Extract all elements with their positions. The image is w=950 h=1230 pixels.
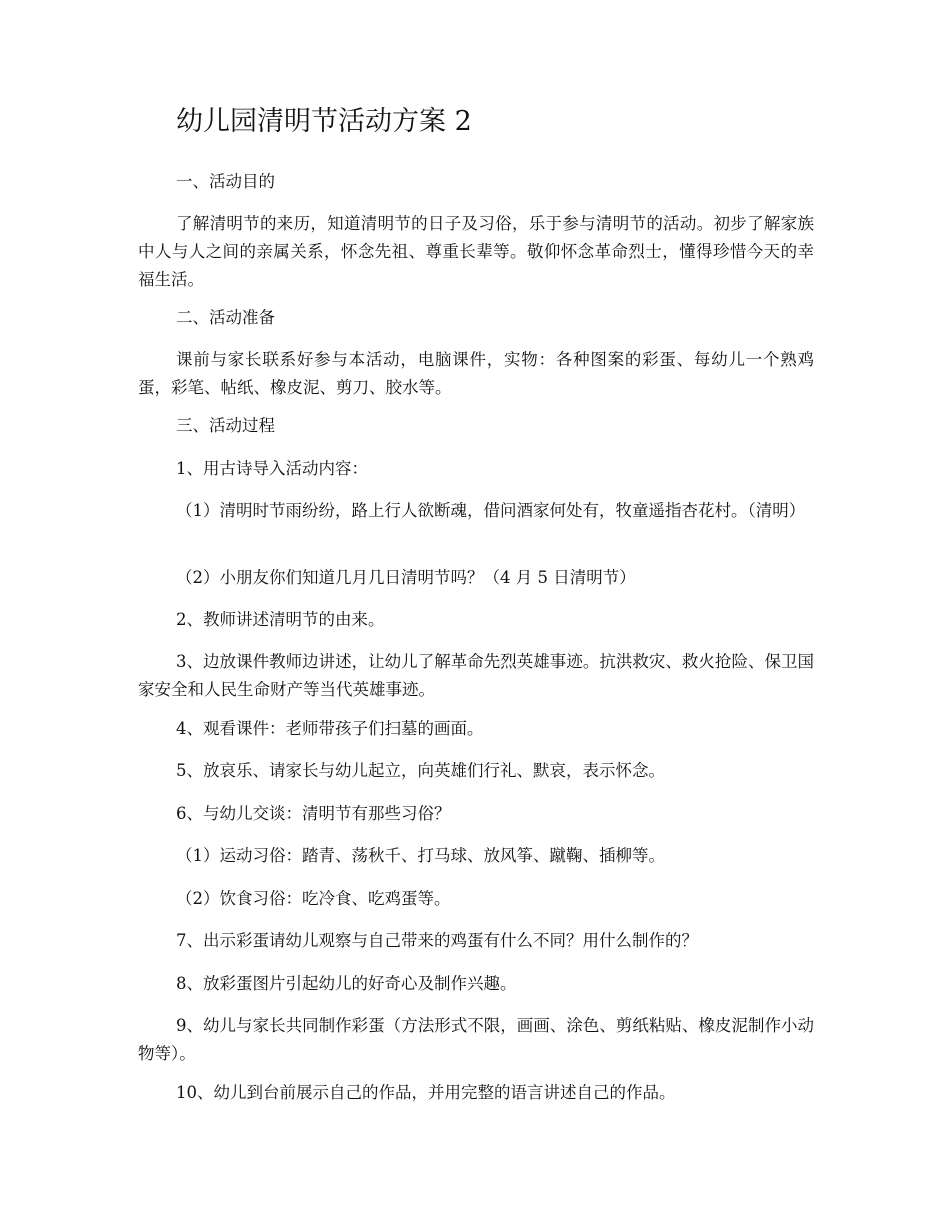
paragraph-sports-customs: （1）运动习俗：踏青、荡秋千、打马球、放风筝、蹴鞠、插柳等。	[176, 846, 665, 865]
paragraph-step-6: 6、与幼儿交谈：清明节有那些习俗？	[176, 804, 451, 823]
paragraph-step-2: 2、教师讲述清明节的由来。	[176, 610, 385, 629]
paragraph-food-customs: （2）饮食习俗：吃冷食、吃鸡蛋等。	[176, 889, 451, 908]
paragraph-step-7: 7、出示彩蛋请幼儿观察与自己带来的鸡蛋有什么不同？用什么制作的？	[176, 931, 698, 950]
paragraph-poem: （1）清明时节雨纷纷，路上行人欲断魂，借问酒家何处有，牧童遥指杏花村。（清明）	[176, 501, 806, 520]
section-heading-purpose: 一、活动目的	[176, 172, 275, 191]
paragraph-step-9: 9、幼儿与家长共同制作彩蛋（方法形式不限，画画、涂色、剪纸粘贴、橡皮泥制作小动物等）。	[138, 1016, 814, 1063]
paragraph-purpose: 了解清明节的来历，知道清明节的日子及习俗，乐于参与清明节的活动。初步了解家族中人与人之间的亲属关系，怀念先祖、尊重长辈等。敬仰怀念革命烈士，懂得珍惜今天的幸福生活。	[138, 214, 814, 289]
paragraph-step-3: 3、边放课件教师边讲述，让幼儿了解革命先烈英雄事迹。抗洪救灾、救火抢险、保卫国家安全和人民生命财产等当代英雄事迹。	[138, 652, 814, 699]
paragraph-preparation: 课前与家长联系好参与本活动，电脑课件，实物：各种图案的彩蛋、每幼儿一个熟鸡蛋，彩笔、帖纸、橡皮泥、剪刀、胶水等。	[138, 350, 814, 397]
section-heading-process: 三、活动过程	[176, 416, 275, 435]
paragraph-step-8: 8、放彩蛋图片引起幼儿的好奇心及制作兴趣。	[176, 974, 517, 993]
section-heading-preparation: 二、活动准备	[176, 308, 275, 327]
paragraph-step-10: 10、幼儿到台前展示自己的作品，并用完整的语言讲述自己的作品。	[176, 1083, 676, 1102]
paragraph-question-date: （2）小朋友你们知道几月几日清明节吗？（4 月 5 日清明节）	[176, 568, 636, 587]
paragraph-step-1: 1、用古诗导入活动内容：	[176, 459, 368, 478]
paragraph-step-5: 5、放哀乐、请家长与幼儿起立，向英雄们行礼、默哀，表示怀念。	[176, 761, 665, 780]
paragraph-step-4: 4、观看课件：老师带孩子们扫墓的画面。	[176, 719, 484, 738]
document-title: 幼儿园清明节活动方案 2	[176, 106, 472, 137]
